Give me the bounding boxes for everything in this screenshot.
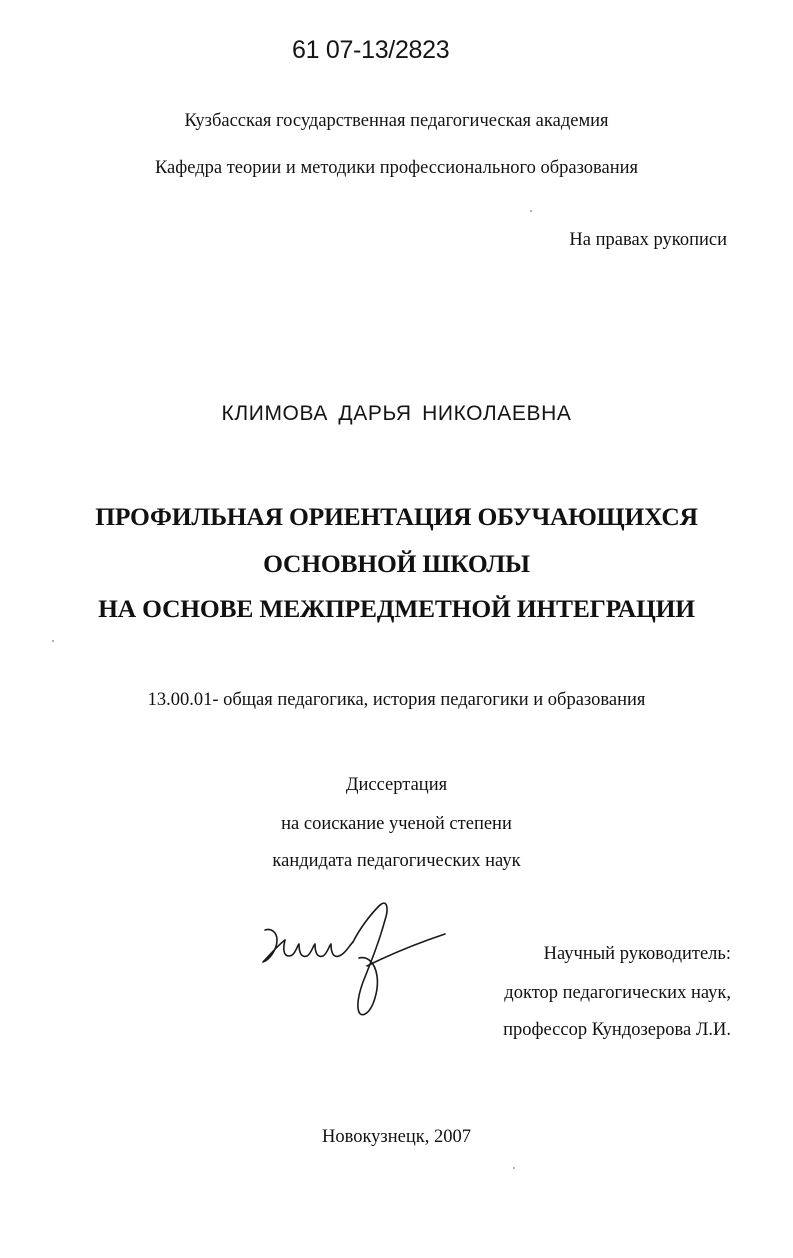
supervisor-name: профессор Кундозерова Л.И. <box>503 1020 731 1040</box>
title-line-2: ОСНОВНОЙ ШКОЛЫ <box>263 549 530 578</box>
institution-name: Кузбасская государственная педагогическая академия <box>184 111 609 131</box>
title-line-3: НА ОСНОВЕ МЕЖПРЕДМЕТНОЙ ИНТЕГРАЦИИ <box>98 594 695 623</box>
specialty-code: 13.00.01- общая педагогика, история педагогики и образования <box>147 690 646 710</box>
department-name: Кафедра теории и методики профессионального образования <box>154 158 639 178</box>
scan-speck <box>52 640 54 642</box>
scan-speck <box>530 210 532 212</box>
title-line-1: ПРОФИЛЬНАЯ ОРИЕНТАЦИЯ ОБУЧАЮЩИХСЯ <box>95 502 698 531</box>
degree-line-2: на соискание ученой степени <box>281 814 512 834</box>
supervisor-heading: Научный руководитель: <box>543 944 731 964</box>
city-year: Новокузнецк, 2007 <box>321 1127 471 1147</box>
handwritten-signature-icon <box>255 900 455 1025</box>
catalog-number: 61 07-13/2823 <box>292 36 450 64</box>
supervisor-degree: доктор педагогических наук, <box>504 983 731 1003</box>
scan-speck <box>513 1167 515 1169</box>
degree-line-1: Диссертация <box>345 775 448 795</box>
author-name: КЛИМОВА ДАРЬЯ НИКОЛАЕВНА <box>221 402 572 425</box>
manuscript-note: На правах рукописи <box>569 230 727 250</box>
degree-line-3: кандидата педагогических наук <box>272 851 521 871</box>
